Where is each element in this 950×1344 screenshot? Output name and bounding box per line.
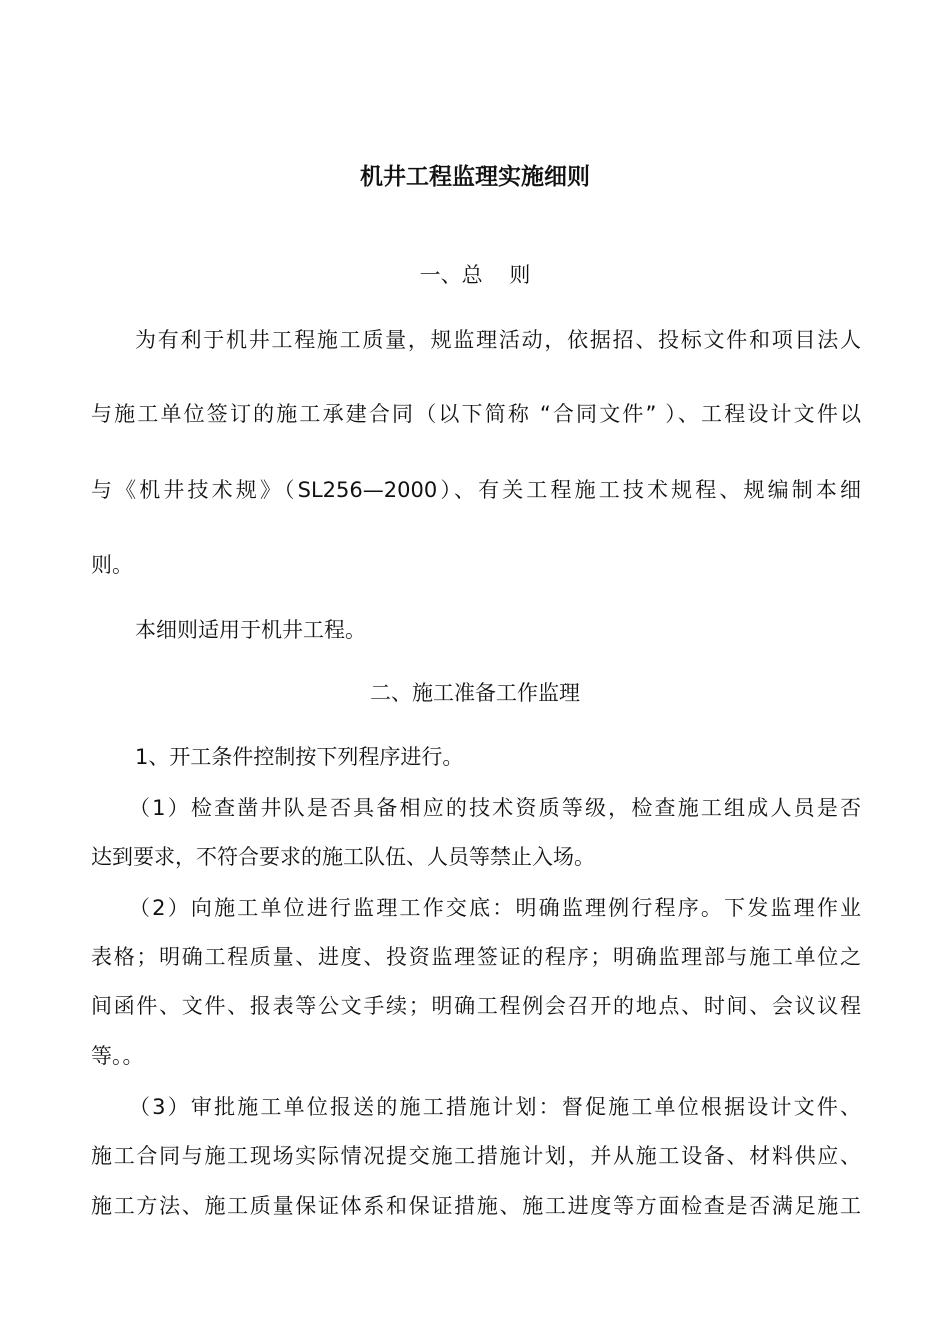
sub-item-line: （1）检查凿井队是否具备相应的技术资质等级，检查施工组成人员是否 <box>129 796 861 820</box>
sub-item-line: 施工合同与施工现场实际情况提交施工措施计划，并从施工设备、材料供应、 <box>91 1144 861 1168</box>
section-heading-preparation: 二、施工准备工作监理 <box>370 681 580 705</box>
section-heading-general <box>0 261 950 289</box>
item-heading: 1、开工条件控制按下列程序进行。 <box>135 745 464 769</box>
sub-item-line: 间函件、文件、报表等公文手续；明确工程例会召开的地点、时间、会议议程 <box>91 994 861 1018</box>
sub-item-line: （3）审批施工单位报送的施工措施计划：督促施工单位根据设计文件、 <box>129 1095 861 1119</box>
sub-item-line: 达到要求，不符合要求的施工队伍、人员等禁止入场。 <box>91 845 595 869</box>
sub-item-line: 表格；明确工程质量、进度、投资监理签证的程序；明确监理部与施工单位之 <box>91 945 861 969</box>
paragraph-line: 为有利于机井工程施工质量，规监理活动，依据招、投标文件和项目法人 <box>135 328 861 352</box>
paragraph-line: 则。 <box>91 553 133 577</box>
sub-item-line: 施工方法、施工质量保证体系和保证措施、施工进度等方面检查是否满足施工 <box>91 1194 861 1218</box>
document-title: 机井工程监理实施细则 <box>360 164 590 190</box>
paragraph-line: 与《机井技术规》（SL256—2000）、有关工程施工技术规程、规编制本细 <box>91 478 861 502</box>
sub-item-line: （2）向施工单位进行监理工作交底：明确监理例行程序。下发监理作业 <box>129 896 861 920</box>
section-heading-general-text: 一、总 则 <box>419 263 531 287</box>
paragraph-line: 与施工单位签订的施工承建合同（以下简称 “合同文件” ）、工程设计文件以 <box>91 402 861 426</box>
sub-item-line: 等。。 <box>91 1044 144 1068</box>
paragraph-scope: 本细则适用于机井工程。 <box>135 618 366 642</box>
